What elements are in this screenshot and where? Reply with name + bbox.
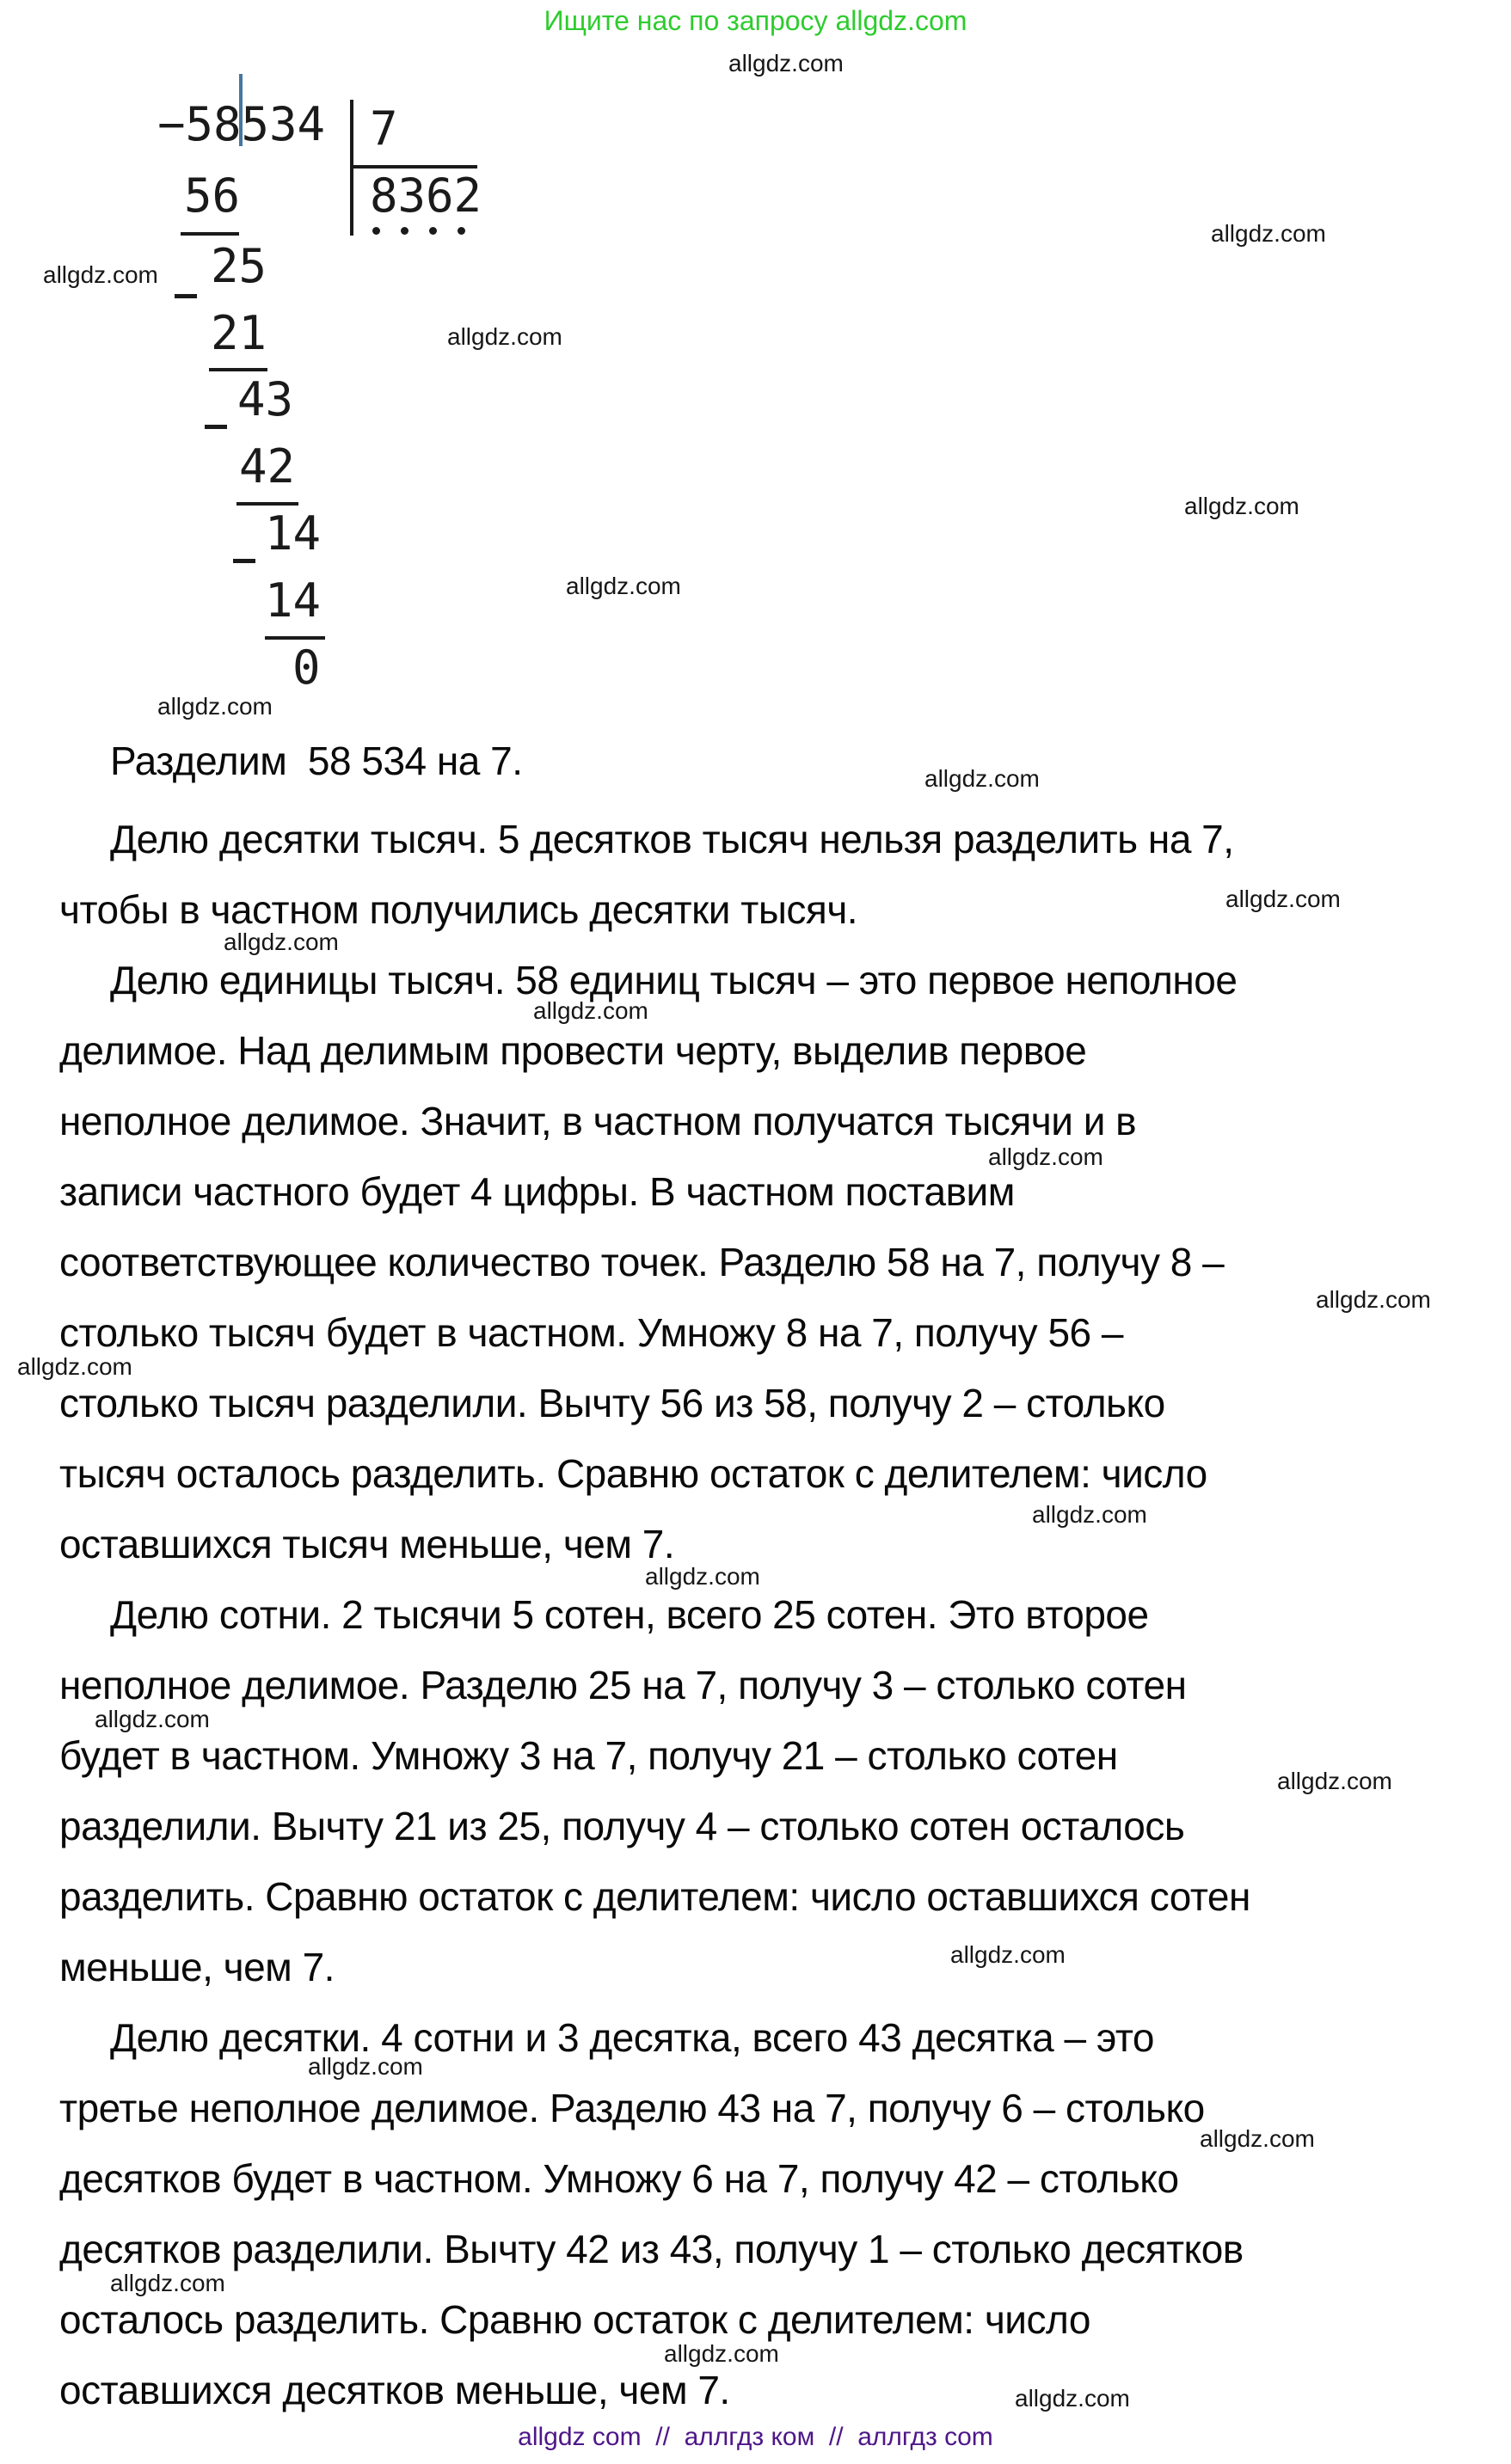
solution-line-8: соответствующее количество точек. Разделю 58 на 7, получу 8 – — [59, 1240, 1225, 1284]
division-number-4: 21 — [211, 306, 267, 360]
division-number-9: 0 — [292, 641, 321, 695]
quotient-placeholder-dot-3 — [429, 227, 437, 235]
solution-line-23: осталось разделить. Сравню остаток с делителем: число — [59, 2297, 1090, 2342]
quotient-placeholder-dot-1 — [372, 227, 380, 235]
solution-line-18: меньше, чем 7. — [59, 1945, 335, 1989]
solution-line-5: делимое. Над делимым провести черту, выделив первое — [59, 1028, 1087, 1073]
watermark-13: allgdz.com — [1316, 1286, 1431, 1313]
watermark-20: allgdz.com — [308, 2053, 423, 2080]
division-number-5: 43 — [237, 372, 294, 426]
watermark-4: allgdz.com — [447, 323, 562, 350]
watermark-23: allgdz.com — [664, 2340, 779, 2367]
solution-line-12: оставшихся тысяч меньше, чем 7. — [59, 1522, 675, 1566]
watermark-16: allgdz.com — [645, 1563, 760, 1590]
watermark-10: allgdz.com — [224, 929, 339, 955]
footer-links[interactable]: allgdz com // аллгдз ком // аллгдз com — [518, 2423, 993, 2451]
solution-line-14: неполное делимое. Разделю 25 на 7, получу 3 – столько сотен — [59, 1663, 1187, 1707]
solution-line-22: десятков разделили. Вычту 42 из 43, получу 1 – столько десятков — [59, 2227, 1244, 2271]
watermark-24: allgdz.com — [1015, 2385, 1130, 2412]
solution-line-2: Делю десятки тысяч. 5 десятков тысяч нельзя разделить на 7, — [110, 817, 1234, 861]
solution-line-19: Делю десятки. 4 сотни и 3 десятка, всего 43 десятка – это — [110, 2015, 1154, 2060]
solution-line-20: третье неполное делимое. Разделю 43 на 7, получу 6 – столько — [59, 2086, 1205, 2130]
watermark-18: allgdz.com — [1277, 1768, 1392, 1794]
watermark-1: allgdz.com — [728, 50, 844, 77]
watermark-5: allgdz.com — [1184, 493, 1299, 519]
solution-line-1: Разделим 58 534 на 7. — [110, 739, 523, 783]
watermark-15: allgdz.com — [1032, 1501, 1147, 1528]
division-minus-sign-1 — [175, 294, 197, 298]
division-number-6: 42 — [239, 439, 296, 493]
watermark-14: allgdz.com — [17, 1353, 132, 1380]
division-number-3: 25 — [211, 239, 267, 293]
solution-line-24: оставшихся десятков меньше, чем 7. — [59, 2368, 730, 2412]
watermark-3: allgdz.com — [43, 261, 158, 288]
division-number-7: 14 — [265, 506, 322, 561]
quotient-placeholder-dot-4 — [458, 227, 465, 235]
quotient-placeholder-dot-2 — [401, 227, 408, 235]
division-number-2: 56 — [184, 169, 241, 223]
division-underline-1 — [181, 232, 239, 236]
solution-line-11: тысяч осталось разделить. Сравню остаток с делителем: число — [59, 1451, 1207, 1496]
watermark-22: allgdz.com — [110, 2270, 225, 2296]
solution-line-4: Делю единицы тысяч. 58 единиц тысяч – это первое неполное — [110, 958, 1238, 1002]
watermark-12: allgdz.com — [988, 1143, 1103, 1170]
solution-line-6: неполное делимое. Значит, в частном получатся тысячи и в — [59, 1099, 1137, 1143]
watermark-6: allgdz.com — [566, 573, 681, 599]
watermark-21: allgdz.com — [1200, 2125, 1315, 2152]
division-number-8: 14 — [265, 573, 322, 628]
solution-line-16: разделили. Вычту 21 из 25, получу 4 – столько сотен осталось — [59, 1804, 1185, 1848]
watermark-19: allgdz.com — [950, 1941, 1066, 1968]
division-underline-3 — [236, 502, 298, 506]
division-minus-sign-3 — [233, 559, 255, 563]
division-underline-4 — [265, 636, 325, 640]
promo-banner-text: Ищите нас по запросу allgdz.com — [544, 5, 967, 36]
division-number-10: 7 — [370, 101, 398, 156]
solution-line-17: разделить. Сравню остаток с делителем: число оставшихся сотен — [59, 1874, 1250, 1919]
watermark-2: allgdz.com — [1211, 220, 1326, 247]
solution-line-15: будет в частном. Умножу 3 на 7, получу 21 – столько сотен — [59, 1733, 1118, 1778]
division-number-11: 8362 — [370, 169, 482, 223]
solution-line-21: десятков будет в частном. Умножу 6 на 7, получу 42 – столько — [59, 2156, 1179, 2201]
watermark-11: allgdz.com — [533, 997, 648, 1024]
division-underline-2 — [209, 368, 267, 371]
solution-line-9: столько тысяч будет в частном. Умножу 8 на 7, получу 56 – — [59, 1310, 1123, 1355]
solution-line-10: столько тысяч разделили. Вычту 56 из 58, получу 2 – столько — [59, 1381, 1165, 1425]
watermark-7: allgdz.com — [157, 693, 273, 720]
solution-line-3: чтобы в частном получились десятки тысяч. — [59, 887, 858, 932]
watermark-8: allgdz.com — [924, 765, 1040, 792]
solution-line-13: Делю сотни. 2 тысячи 5 сотен, всего 25 сотен. Это второе — [110, 1592, 1149, 1637]
watermark-17: allgdz.com — [95, 1706, 210, 1732]
solution-line-7: записи частного будет 4 цифры. В частном поставим — [59, 1169, 1015, 1214]
division-number-1: −58534 — [157, 97, 326, 151]
division-minus-sign-2 — [205, 425, 227, 429]
watermark-9: allgdz.com — [1225, 886, 1341, 912]
